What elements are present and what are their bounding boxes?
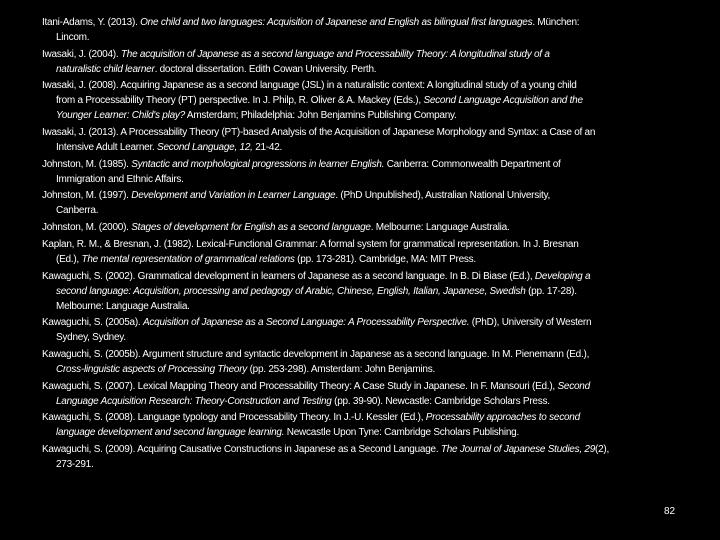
reference-entry [42,410,712,440]
text-segment: . Melbourne: Language Australia. [370,222,510,234]
page-number: 82 [664,506,676,517]
text-segment: Intensive Adult Learner. [56,142,158,154]
reference-entry [42,157,712,187]
reference-line [42,108,712,123]
text-segment: (pp. 17-28). [525,285,577,297]
reference-line [42,157,712,172]
reference-entry [42,237,712,267]
reference-line [42,30,712,45]
reference-line [42,425,712,440]
reference-entry [42,315,712,345]
reference-entry [42,442,712,472]
reference-line [42,315,712,330]
reference-line [42,442,712,457]
reference-line [42,347,712,362]
text-segment: Iwasaki, J. (2008). Acquiring Japanese as a second language (JSL) in a naturalistic context: A longitudinal study of a young child [42,80,577,92]
italic-text: The Journal of Japanese Studies, 29 [440,443,596,455]
text-segment: Kawaguchi, S. (2002). Grammatical development in learners of Japanese as a second language. In B. Di Biase (Ed.), [42,270,535,282]
reference-entry [42,47,712,77]
reference-line [42,188,712,203]
italic-text: Acquisition of Japanese as a Second Language: A Processability Perspective. [142,317,470,329]
reference-line [42,284,712,299]
text-segment: Lincom. [56,32,90,43]
italic-text: language development and second language learning. [56,427,285,439]
italic-text: Cross-linguistic aspects of Processing Theory [56,363,248,375]
reference-line [42,78,712,93]
reference-line [42,237,712,252]
text-segment: Kawaguchi, S. (2009). Acquiring Causative Constructions in Japanese as a Second Language. [42,443,441,455]
text-segment: Immigration and Ethnic Affairs. [56,173,184,185]
text-segment: Kaplan, R. M., & Bresnan, J. (1982). Lexical-Functional Grammar: A formal system for grammatical representation. In J. Bresnan [42,238,579,250]
text-segment: (2), [595,443,610,455]
text-segment: (PhD), University of Western [469,317,592,329]
text-segment: . München: [532,17,580,28]
reference-line [42,47,712,62]
text-segment: (Ed.), [56,253,82,265]
reference-line [42,362,712,377]
reference-line [42,457,712,472]
italic-text: Second [557,380,590,392]
text-segment: . doctoral dissertation. Edith Cowan University. Perth. [154,63,377,75]
text-segment: Johnston, M. (1985). [42,158,132,170]
text-segment: 21-42. [252,142,283,154]
italic-text: Second Language Acquisition and the [423,95,583,107]
reference-entry [42,220,712,235]
reference-entry [42,269,712,314]
italic-text: second language: Acquisition, processing and pedagogy of Arabic, Chinese, English, Italian, Japanese, Swedish [56,285,526,297]
text-segment: . (PhD Unpublished), Australian National University, [335,190,551,202]
reference-entry [42,379,712,409]
text-segment: Iwasaki, J. (2004). [42,48,121,60]
reference-line [42,269,712,284]
text-segment: Johnston, M. (2000). [42,222,132,234]
reference-line [42,203,712,218]
text-segment: Newcastle Upon Tyne: Cambridge Scholars Publishing. [284,427,519,439]
italic-text: Second Language, 12, [157,142,253,154]
reference-entry [42,188,712,218]
reference-line [42,330,712,345]
italic-text: The mental representation of grammatical relations [81,253,295,265]
text-segment: Canberra: Commonwealth Department of [384,158,561,170]
reference-line [42,93,712,108]
italic-text: Younger Learner: Child's play? [56,110,185,122]
reference-entry [42,125,712,155]
italic-text: Language Acquisition Research: Theory-Construction and Testing [56,395,332,407]
italic-text: Stages of development for English as a second language [131,222,371,234]
italic-text: naturalistic child learner [56,63,155,75]
italic-text: One child and two languages: Acquisition of Japanese and English as bilingual first languages [140,17,533,28]
italic-text: Development and Variation in Learner Language [131,190,336,202]
text-segment: Kawaguchi, S. (2005b). Argument structure and syntactic development in Japanese as a second language. In M. Pienemann (Ed.), [42,348,590,360]
text-segment: Kawaguchi, S. (2005a). [42,317,143,329]
text-segment: Itani-Adams, Y. (2013). [42,17,141,28]
reference-line [42,252,712,267]
reference-line [42,299,712,314]
text-segment: Kawaguchi, S. (2007). Lexical Mapping Theory and Processability Theory: A Case Study in Japanese. In F. Mansouri (Ed.), [42,380,558,392]
reference-line [42,140,712,155]
reference-line [42,394,712,409]
reference-entry [42,347,712,377]
text-segment: 273-291. [56,458,94,470]
reference-line [42,410,712,425]
reference-line [42,15,712,30]
text-segment: Iwasaki, J. (2013). A Processability Theory (PT)-based Analysis of the Acquisition of Japanese Morphology and Syntax: a Case of an [42,127,596,139]
reference-line [42,172,712,187]
reference-line [42,125,712,140]
text-segment: (pp. 253-298). Amsterdam: John Benjamins. [247,363,435,375]
text-segment: Melbourne: Language Australia. [56,300,190,312]
italic-text: Processability approaches to second [425,412,580,424]
text-segment: Amsterdam; Philadelphia: John Benjamins Publishing Company. [184,110,457,122]
reference-list [42,15,712,474]
text-segment: (pp. 173-281). Cambridge, MA: MIT Press. [294,253,476,265]
text-segment: Canberra. [56,205,99,217]
text-segment: Johnston, M. (1997). [42,190,132,202]
text-segment: Kawaguchi, S. (2008). Language typology and Processability Theory. In J.-U. Kessler (Ed.), [42,412,426,424]
reference-entry [42,78,712,123]
reference-line [42,62,712,77]
italic-text: Developing a [534,270,591,282]
text-segment: Sydney, Sydney. [56,332,126,344]
text-segment: from a Processability Theory (PT) perspective. In J. Philp, R. Oliver & A. Mackey (Eds.), [56,95,424,107]
text-segment: (pp. 39-90). Newcastle: Cambridge Scholars Press. [331,395,550,407]
italic-text: Syntactic and morphological progressions in learner English. [131,158,385,170]
reference-entry [42,15,712,45]
italic-text: The acquisition of Japanese as a second language and Processability Theory: A longitudinal study of a [120,48,550,60]
reference-line [42,220,712,235]
reference-line [42,379,712,394]
